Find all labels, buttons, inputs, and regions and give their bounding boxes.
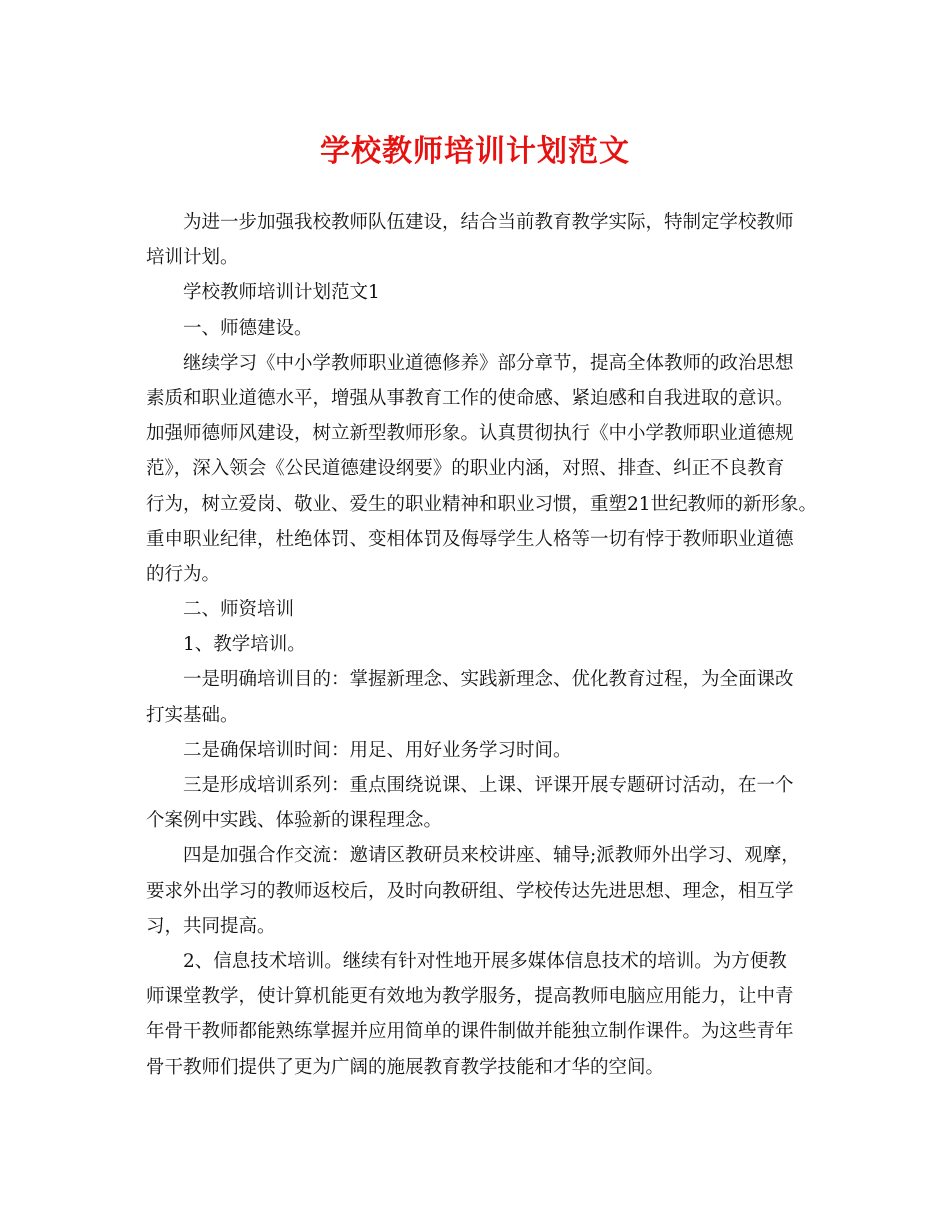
text-line: 二、师资培训	[183, 599, 295, 621]
text-line: 一、师德建设。	[183, 317, 313, 339]
text-line: 一是明确培训目的：掌握新理念、实践新理念、优化教育过程，为全面课改	[183, 669, 794, 691]
text-line: 习，共同提高。	[146, 915, 276, 937]
text-line: 打实基础。	[146, 704, 239, 726]
text-line: 二是确保培训时间：用足、用好业务学习时间。	[183, 739, 572, 761]
text-line: 的行为。	[146, 563, 221, 585]
text-line: 三是形成培训系列：重点围绕说课、上课、评课开展专题研讨活动，在一个	[183, 775, 794, 796]
text-line: 继续学习《中小学教师职业道德修养》部分章节，提高全体教师的政治思想	[183, 352, 794, 374]
text-line: 学校教师培训计划范文1	[183, 282, 380, 304]
text-line: 素质和职业道德水平，增强从事教育工作的使命感、紧迫感和自我进取的意识。	[146, 387, 794, 409]
text-line: 要求外出学习的教师返校后，及时向教研组、学校传达先进思想、理念，相互学	[146, 880, 794, 902]
text-line: 范》，深入领会《公民道德建设纲要》的职业内涵，对照、排查、纠正不良教育	[146, 458, 785, 480]
text-line: 为进一步加强我校教师队伍建设，结合当前教育教学实际，特制定学校教师	[183, 212, 794, 233]
document-body	[146, 205, 826, 1085]
text-line: 重申职业纪律，杜绝体罚、变相体罚及侮辱学生人格等一切有悖于教师职业道德	[146, 528, 794, 550]
text-line: 加强师德师风建设，树立新型教师形象。认真贯彻执行《中小学教师职业道德规	[146, 423, 794, 445]
document-title: 学校教师培训计划范文	[320, 134, 630, 169]
text-line: 骨干教师们提供了更为广阔的施展教育教学技能和才华的空间。	[146, 1056, 665, 1078]
text-line: 四是加强合作交流：邀请区教研员来校讲座、辅导;派教师外出学习、观摩，	[183, 845, 800, 867]
text-line: 1、教学培训。	[183, 634, 306, 656]
text-line: 行为，树立爱岗、敬业、爱生的职业精神和职业习惯，重塑21世纪教师的新形象。	[146, 493, 818, 515]
text-line: 2、信息技术培训。继续有针对性地开展多媒体信息技术的培训。为方便教	[183, 950, 787, 972]
text-line: 师课堂教学，使计算机能更有效地为教学服务，提高教师电脑应用能力，让中青	[146, 986, 794, 1008]
text-line: 个案例中实践、体验新的课程理念。	[146, 810, 443, 832]
text-line: 年骨干教师都能熟练掌握并应用简单的课件制做并能独立制作课件。为这些青年	[146, 1021, 794, 1043]
text-line: 培训计划。	[146, 247, 239, 269]
